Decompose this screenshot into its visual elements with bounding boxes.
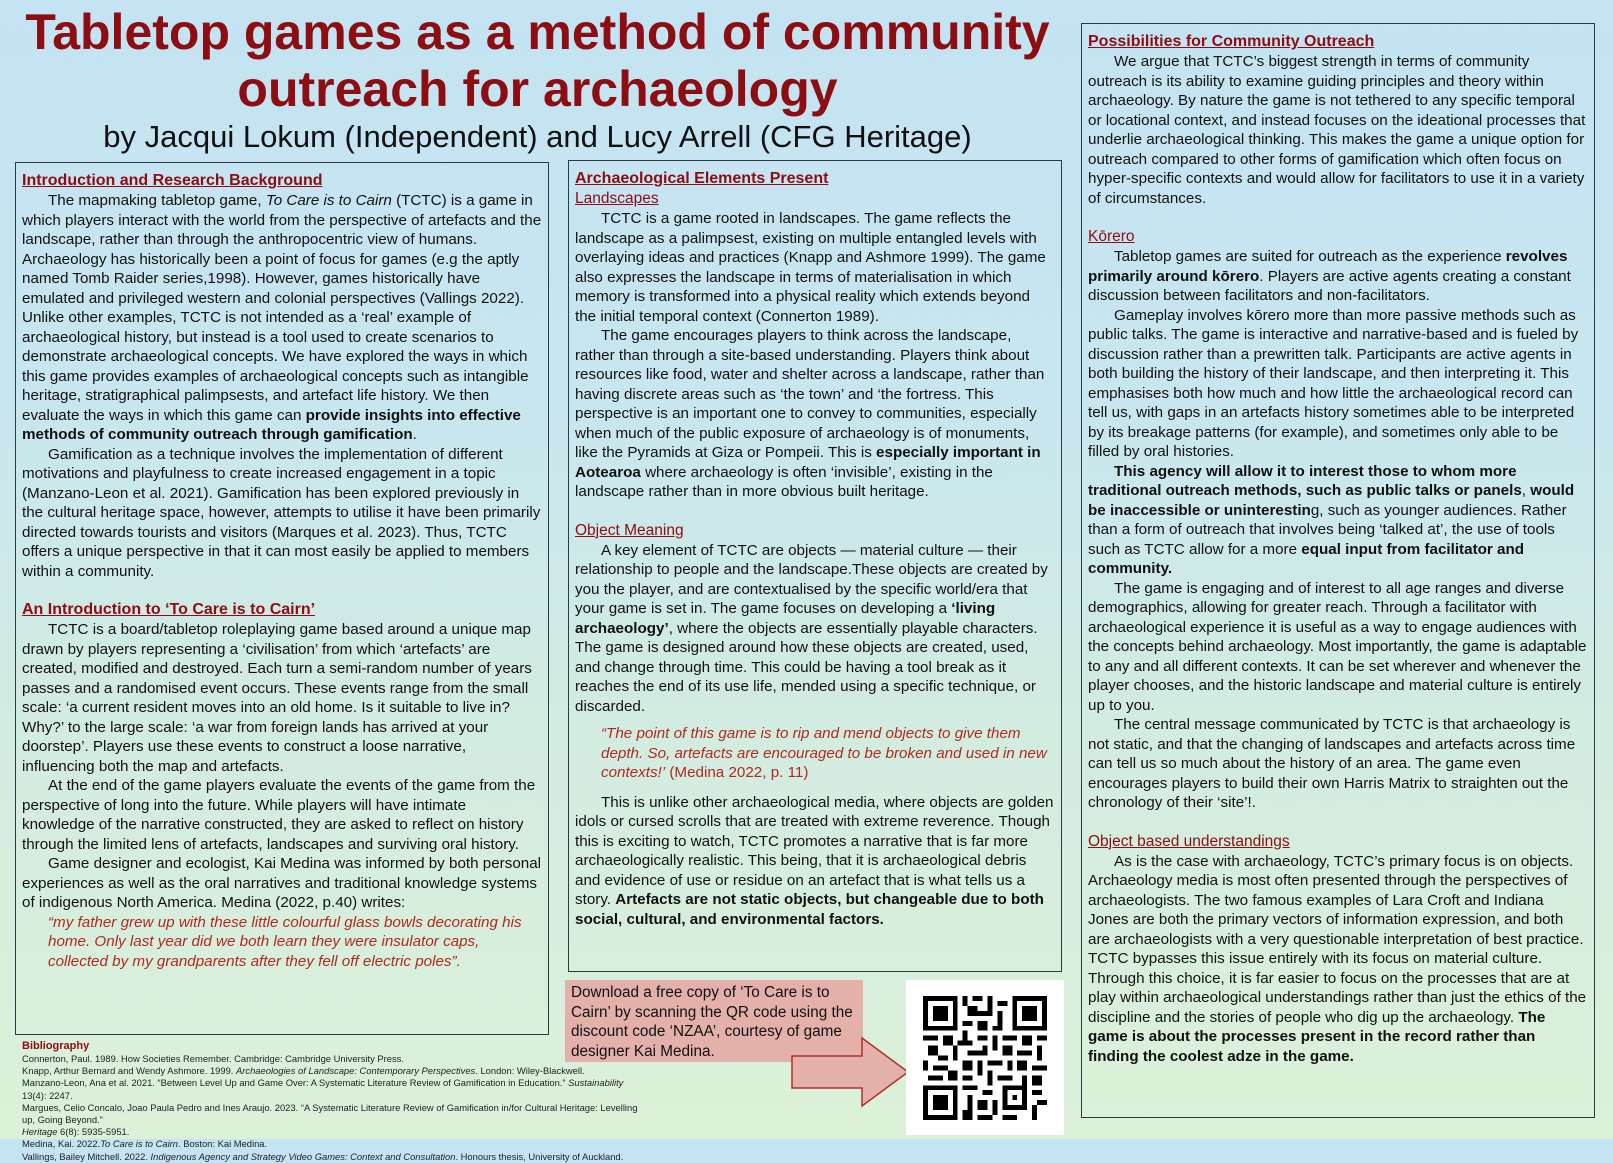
bibliography-entry: Medina, Kai. 2022.To Care is to Cairn. Boston: Kai Medina. (22, 1138, 268, 1150)
korero-paragraph-2: Gameplay involves kōrero more than more passive methods such as public talks. The game is interactive and narrative-based and is fueled by discussion rather than a prewritten talk. Participants are active agents in both building the history of their landscape, and then interpreting it. This emphasises both how much and how little the archaeological record can tell us, with gaps in an artefacts history sometimes able to be interpreted by its breakage patterns (for example), and sometimes only able to be filled by oral histories. (1088, 306, 1579, 460)
archaeological-elements-panel (568, 160, 1062, 972)
object-meaning-paragraph-2: This is unlike other archaeological media, where objects are golden idols or cursed scrolls that are treated with extreme reverence. Though this is exciting to watch, TCTC promotes a narrative that is far more archaeologically realistic. This being, that it is archaeological debris and evidence of use or residue on an artefact that is what tells us a story. Artefacts are not static objects, but changeable due to both social, cultural, and environmental factors. (575, 793, 1054, 928)
object-meaning-heading: Object Meaning (575, 521, 684, 539)
tctc-paragraph-3: Game designer and ecologist, Kai Medina was informed by both personal experiences as well as the oral narratives and traditional knowledge systems of indigenous North America. Medina (2022, p.40) writes: (22, 855, 542, 911)
medina-quote: “my father grew up with these little colourful glass bowls decorating his home. Only last year did we both learn they were insulator caps, collected by my grandparents after they fell off electric poles”. (48, 913, 522, 970)
bibliography-entry: Manzano-Leon, Ana et al. 2021. “Between Level Up and Game Over: A Systematic Literature Review of Gamification in Education.” Sustainability 13(4): 2247. (22, 1077, 624, 1101)
outreach-heading: Possibilities for Community Outreach (1088, 33, 1375, 50)
korero-paragraph-4: The game is engaging and of interest to all age ranges and diverse demographics, allowing for greater reach. Through a facilitator with archaeological experience it is useful as a way to engage audiences with the concepts behind archaeology. Most importantly, the game is adaptable to any and all different contexts. It can be set wherever and whenever the player chooses, and the historic landscape and material culture is entirely up to you. (1088, 579, 1587, 714)
download-callout: Download a free copy of ‘To Care is to Cairn’ by scanning the QR code using the discount code ‘NZAA’, courtesy of game designer Kai Medina. (565, 980, 863, 1062)
introduction-panel (15, 162, 549, 1035)
landscapes-paragraph-1: TCTC is a game rooted in landscapes. The game reflects the landscape as a palimpsest, existing on multiple entangled levels with overlaying ideas and practices (Knapp and Ashmore 1999). The game also expresses the landscape in terms of materialisation in which memory is transformed into a physical reality which extends beyond the initial temporal context (Connerton 1989). (575, 210, 1046, 325)
tctc-intro-heading: An Introduction to ‘To Care is to Cairn’ (22, 601, 316, 618)
object-quote: “The point of this game is to rip and mend objects to give them depth. So, artefacts are encouraged to be broken and used in new contexts!’ (Medina 2022, p. 11) (601, 725, 1047, 781)
object-meaning-paragraph-1: A key element of TCTC are objects — material culture — their relationship to people and the landscape.These objects are created by you the player, and are contextualised by the specific world/era that your game is set in. The game focuses on developing a ‘living archaeology’, where the objects are essentially playable characters. The game is designed around how these objects are created, used, and change through time. This could be having a tool break as it reaches the end of its use life, mended using a specific technique, or discarded. (575, 541, 1048, 715)
tctc-paragraph-2: At the end of the game players evaluate the events of the game from the perspective of long into the future. While players will have intimate knowledge of the narrative constructed, they are asked to reflect on history through the limited lens of artefacts, landscapes and surviving oral history. (22, 777, 536, 853)
bibliography (22, 1040, 642, 1163)
game-title: To Care is to Cairn (265, 192, 392, 209)
bibliography-entry: Heritage 6(8): 5935-5951. (22, 1126, 130, 1138)
intro-paragraph-1: The mapmaking tabletop game, To Care is to Cairn (TCTC) is a game in which players interact with the world from the perspective of artefacts and the landscape, rather than through the anthropocentric view of humans. Archaeology has historically been a point of focus for games (e.g the aptly named Tomb Raider series,1998). However, games historically have emulated and privileged western and colonial perspectives (Vallings 2022). Unlike other examples, TCTC is not intended as a ‘real’ example of archaeological history, but instead is a tool used to create scenarios to demonstrate archaeological concepts. We have explored the ways in which this game provides examples of archaeological concepts such as intangible heritage, stratigraphical palimpsests, and artefact life history. We then evaluate the ways in which this game can provide insights into effective methods of community outreach through gamification. (22, 192, 542, 443)
quote-citation: (Medina 2022, p. 11) (665, 764, 809, 781)
bibliography-entry: Knapp, Arthur Bernard and Wendy Ashmore. 1999. Archaeologies of Landscape: Contemporary Perspectives. London: Wiley-Blackwell. (22, 1065, 585, 1077)
poster-authors: by Jacqui Lokum (Independent) and Lucy Arrell (CFG Heritage) (103, 119, 972, 154)
landscapes-heading: Landscapes (575, 190, 659, 207)
korero-heading: Kōrero (1088, 228, 1135, 245)
qr-code-icon (923, 996, 1047, 1120)
korero-paragraph-3: This agency will allow it to interest those to whom more traditional outreach methods, such as public talks or panels, would be inaccessible or uninteresting, such as younger audiences. Rather than a form of outreach that involves being ‘talked at’, the use of tools such as TCTC allow for a more equal input from facilitator and community. (1088, 462, 1575, 577)
intro-heading: Introduction and Research Background (22, 172, 323, 189)
bibliography-entry: Vallings, Bailey Mitchell. 2022. Indigenous Agency and Strategy Video Games: Context and Consultation. Honours thesis, University of Auckland. (22, 1150, 624, 1162)
elements-heading: Archaeological Elements Present (575, 170, 829, 187)
object-understandings-paragraph: As is the case with archaeology, TCTC’s primary focus is on objects. Archaeology media is most often presented through the perspectives of archaeologists. The two famous examples of Lara Croft and Indiana Jones are both the primary vectors of information expression, and both are archaeologists with a very questionable interpretation of best practice. TCTC bypasses this issue entirely with its focus on material culture. Through this choice, it is far easier to focus on the processes that are at play within archaeological understandings rather than just the ethics of the discipline and the stories of people who dig up the archaeology. The game is about the processes present in the record rather than finding the coolest adze in the game. (1088, 852, 1587, 1065)
landscapes-paragraph-2: The game encourages players to think across the landscape, rather than through a site-based understanding. Players think about resources like food, water and shelter across a landscape, rather than having discrete areas such as ‘the town’ and ‘the fortress. This perspective is an important one to convey to communities, especially when much of the public exposure of archaeology is of monuments, like the Pyramids at Giza or Pompeii. This is especially important in Aotearoa where archaeology is often ‘invisible’, existing in the landscape rather than in more obvious built heritage. (575, 327, 1045, 500)
tctc-paragraph-1: TCTC is a board/tabletop roleplaying game based around a unique map drawn by players representing a ‘civilisation’ from which ‘artefacts’ are created, modified and destroyed. Each turn a semi-random number of years passes and a randomised event occurs. These events range from the small scale: ‘a current resident moves into an old home. Is it suitable to live in? Why?’ to the large scale: ‘a war from foreign lands has arrived at your doorstep’. Players use these events to construct a loose narrative, influencing both the map and artefacts. (22, 621, 532, 775)
bibliography-entry: Connerton, Paul. 1989. How Societies Remember. Cambridge: Cambridge University Press. (22, 1053, 404, 1064)
intro-paragraph-2: Gamification as a technique involves the implementation of different motivations and playfulness to create increased engagement in a topic (Manzano-Leon et al. 2021). Gamification has been explored previously in the cultural heritage space, however, attempts to utilise it have been primarily directed towards tourists and visitors (Marques et al. 2023). Thus, TCTC offers a unique perspective in that it can most easily be applied to members within a community. (22, 445, 541, 580)
title-line-2: outreach for archaeology (237, 61, 838, 117)
object-understandings-heading: Object based understandings (1088, 832, 1290, 850)
bibliography-entry: Margues, Celio Concalo, Joao Paula Pedro and Ines Araujo. 2023. “A Systematic Literature Review of Gamification in/for Cultural Heritage: Levelling up, Going Beyond.” (22, 1101, 638, 1126)
qr-code-link[interactable] (906, 980, 1064, 1135)
bibliography-heading: Bibliography (22, 1040, 90, 1052)
community-outreach-panel (1081, 23, 1595, 1118)
right-arrow-icon (790, 1036, 910, 1108)
title-line-1: Tabletop games as a method of community (25, 4, 1050, 60)
poster-title (0, 4, 1075, 118)
korero-paragraph-1: Tabletop games are suited for outreach as the experience revolves primarily around kōrero. Players are active agents creating a constant discussion between facilitators and non-facilitators. (1088, 248, 1571, 304)
outreach-paragraph-1: We argue that TCTC’s biggest strength in terms of community outreach is its ability to examine guiding principles and theory within archaeology. By nature the game is not tethered to any specific temporal or locational context, and instead focuses on the ideational processes that underlie archaeological thinking. This makes the game a unique option for outreach compared to other forms of gamification which often focus on hyper-specific contexts and would allow for facilitators to use it in a variety of circumstances. (1088, 53, 1586, 207)
korero-paragraph-5: The central message communicated by TCTC is that archaeology is not static, and that the changing of landscapes and artefacts across time can tell us so much about the history of an area. The game even encourages players to build their own Harris Matrix to straighten out the chronology of their ‘site’!. (1088, 716, 1576, 811)
